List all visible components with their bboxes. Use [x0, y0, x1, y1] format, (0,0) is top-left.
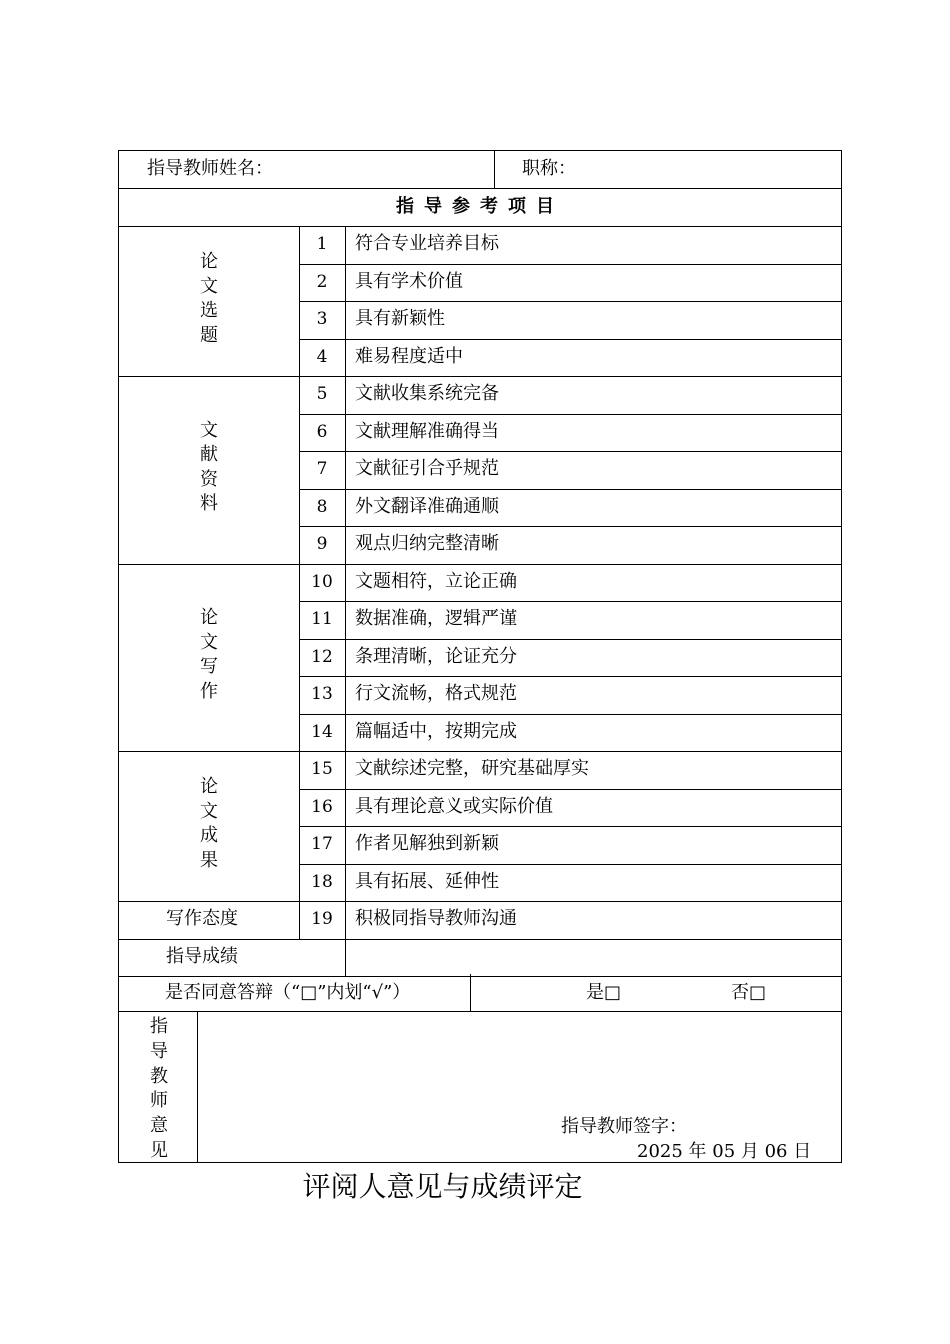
group-label-char: 献	[200, 444, 218, 466]
opinion-label-char: 教	[150, 1065, 168, 1087]
row-line	[299, 414, 841, 415]
row-line	[299, 526, 841, 527]
item-number: 7	[316, 459, 328, 479]
group-label-char: 文	[200, 275, 218, 297]
row-line	[299, 339, 841, 340]
item-number: 18	[311, 871, 333, 892]
row-line	[119, 751, 841, 752]
item-criterion: 文献征引合乎规范	[355, 458, 499, 479]
row-line	[119, 901, 841, 902]
item-criterion: 文献综述完整，研究基础厚实	[355, 758, 589, 779]
teacher-name-label: 指导教师姓名：	[147, 158, 273, 179]
item-number: 5	[316, 384, 328, 404]
item-number: 2	[316, 271, 328, 292]
item-number: 13	[311, 684, 333, 704]
group-label-char: 论	[200, 251, 218, 272]
advisor-evaluation-form	[118, 150, 842, 1163]
group-label-char: 文	[200, 419, 218, 441]
item-criterion: 具有拓展、延伸性	[355, 870, 499, 892]
row-line	[299, 489, 841, 490]
row-line	[299, 864, 841, 865]
group-label-char: 果	[200, 849, 218, 871]
defense-yes-checkbox[interactable]: 是□	[586, 982, 622, 1003]
defense-no-checkbox[interactable]: 否□	[731, 982, 767, 1003]
header-divider	[494, 151, 495, 188]
opinion-label	[144, 1015, 174, 1164]
row-line	[119, 1011, 841, 1012]
row-line	[299, 789, 841, 790]
item-number: 1	[316, 234, 328, 254]
column-line	[299, 226, 300, 939]
opinion-divider	[197, 1011, 198, 1162]
row-line	[119, 376, 841, 377]
item-number: 12	[311, 646, 333, 667]
item-number: 19	[311, 909, 333, 929]
row-line	[299, 714, 841, 715]
group-label-char: 写	[200, 656, 218, 678]
section-title: 指导参考项目	[396, 196, 564, 217]
item-number: 17	[311, 834, 333, 854]
row-line	[299, 639, 841, 640]
defense-question: 是否同意答辩（“□”内划“√”）	[165, 982, 411, 1003]
item-criterion: 具有新颖性	[355, 308, 445, 329]
opinion-label-char: 师	[150, 1090, 168, 1112]
item-number: 16	[311, 796, 333, 817]
row-line	[299, 676, 841, 677]
page-title: 评阅人意见与成绩评定	[302, 1170, 583, 1203]
group-label	[194, 775, 224, 873]
row-line	[299, 264, 841, 265]
group-label	[194, 606, 224, 704]
signature-label: 指导教师签字：	[561, 1116, 687, 1137]
attitude-label: 写作态度	[166, 908, 238, 929]
item-criterion: 符合专业培养目标	[355, 233, 499, 254]
item-criterion: 具有理论意义或实际价值	[355, 795, 553, 817]
item-criterion: 文题相符，立论正确	[355, 570, 517, 592]
row-line	[299, 301, 841, 302]
row-line	[299, 826, 841, 827]
grade-input[interactable]	[346, 940, 841, 976]
group-label-char: 选	[200, 300, 218, 321]
group-label-char: 论	[200, 607, 218, 629]
item-criterion: 文献收集系统完备	[355, 383, 499, 404]
item-criterion: 篇幅适中，按期完成	[355, 720, 517, 742]
group-label	[194, 250, 224, 348]
row-line	[299, 601, 841, 602]
item-number: 10	[311, 571, 333, 592]
signature-date: 2025 年 05 月 06 日	[637, 1141, 812, 1162]
group-label-char: 题	[200, 324, 218, 346]
item-number: 8	[316, 496, 328, 517]
item-criterion: 具有学术价值	[355, 270, 463, 292]
column-line	[345, 226, 346, 976]
group-label-char: 作	[200, 680, 218, 702]
item-criterion: 观点归纳完整清晰	[355, 533, 499, 554]
group-label-char: 论	[200, 776, 218, 797]
grade-label: 指导成绩	[166, 945, 238, 967]
opinion-label-char: 导	[150, 1040, 168, 1062]
opinion-label-char: 指	[150, 1016, 168, 1037]
opinion-label-char: 意	[150, 1115, 168, 1137]
row-line	[119, 976, 841, 977]
row-line	[299, 451, 841, 452]
item-number: 14	[311, 721, 333, 742]
row-line	[119, 226, 841, 227]
row-line	[119, 188, 841, 189]
row-line	[119, 564, 841, 565]
item-criterion: 作者见解独到新颖	[355, 833, 499, 854]
item-number: 9	[316, 534, 328, 554]
item-criterion: 条理清晰，论证充分	[355, 645, 517, 667]
item-criterion: 数据准确，逻辑严谨	[355, 608, 517, 629]
item-criterion: 文献理解准确得当	[355, 420, 499, 442]
opinion-label-char: 见	[150, 1139, 168, 1161]
item-number: 15	[311, 759, 333, 779]
item-number: 11	[311, 609, 333, 629]
group-label-char: 文	[200, 631, 218, 653]
group-label-char: 文	[200, 800, 218, 822]
item-number: 4	[316, 346, 328, 367]
group-label	[194, 419, 224, 517]
item-criterion: 积极同指导教师沟通	[355, 908, 517, 929]
defense-divider	[470, 974, 471, 1012]
title-label: 职称：	[522, 158, 576, 179]
group-label-char: 资	[200, 468, 218, 490]
item-criterion: 外文翻译准确通顺	[355, 495, 499, 517]
group-label-char: 成	[200, 825, 218, 846]
group-label-char: 料	[200, 493, 218, 515]
item-number: 3	[316, 309, 328, 329]
item-criterion: 行文流畅，格式规范	[355, 683, 517, 704]
item-number: 6	[316, 421, 328, 442]
item-criterion: 难易程度适中	[355, 345, 463, 367]
